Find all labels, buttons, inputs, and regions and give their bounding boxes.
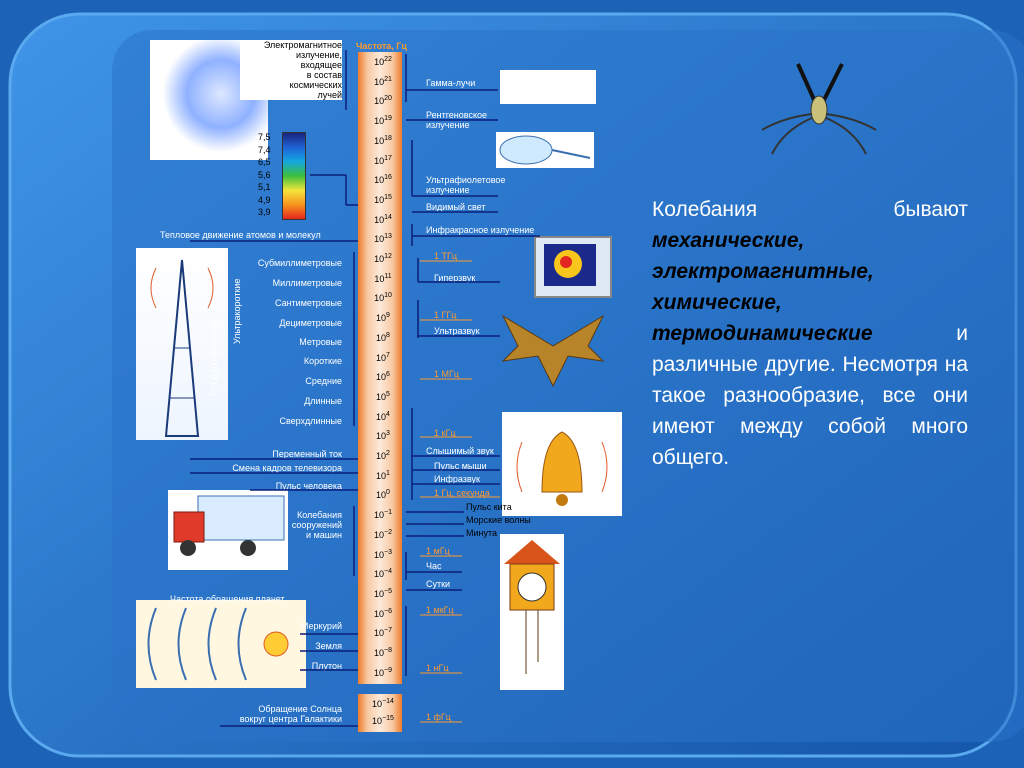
visible-label: Видимый свет <box>426 202 486 212</box>
long-label: Длинные <box>304 396 342 406</box>
cosmic-label-line: излучение, <box>295 50 342 60</box>
scale-tick: $10^4$ <box>376 410 390 422</box>
scale-tick: $10^{19}$ <box>374 115 392 127</box>
scale-tick: $10^5$ <box>376 390 390 402</box>
text-thermodynamic: термодинамические <box>652 322 873 345</box>
short-label: Короткие <box>303 356 342 366</box>
m-label: Метровые <box>299 337 342 347</box>
ultrashort-label: Ультракороткие <box>232 278 242 344</box>
dm-label: Дециметровые <box>279 318 342 328</box>
hypersound-label: Гиперзвук <box>434 273 476 283</box>
machines-label-line: и машин <box>306 530 342 540</box>
spectrum-value: 4,9 <box>258 194 271 205</box>
scale-tick: $10^{-2}$ <box>374 528 392 540</box>
scale-tick: $10^{-7}$ <box>374 627 392 639</box>
infrasound-label: Инфразвук <box>434 474 480 484</box>
ir-label: Инфракрасное излучение <box>426 225 535 235</box>
scale-tick: $10^{-5}$ <box>374 587 392 599</box>
radio-waves-label: Радиоволны <box>209 318 220 396</box>
machines-label <box>280 510 342 540</box>
scale-tick: $10^1$ <box>376 469 390 481</box>
minute-label: Минута <box>466 528 498 538</box>
scale-tick: $10^{-9}$ <box>374 666 392 678</box>
gamma-image <box>500 70 596 104</box>
thermal-label: Тепловое движение атомов и молекул <box>160 230 321 240</box>
day-label: Сутки <box>426 579 451 589</box>
sun-galaxy-label-line: Обращение Солнца <box>258 704 342 714</box>
mercury-label: Меркурий <box>300 621 342 631</box>
bell-icon <box>502 412 622 516</box>
scale-tick: $10^{14}$ <box>374 213 392 225</box>
spectrum-value: 7,4 <box>258 144 271 155</box>
cosmic-label-line: лучей <box>317 90 342 100</box>
scale-tick: $10^2$ <box>376 450 390 461</box>
nhz-label: 1 нГц <box>426 663 449 673</box>
text-rest: и различные другие. Несмотря на такое разнообразие, все они имеют между собой много общего. <box>652 322 968 469</box>
pluto-label: Плутон <box>311 661 342 671</box>
ghz-label: 1 ГГц <box>434 310 457 320</box>
uv-label <box>426 175 505 195</box>
uhz-label: 1 мкГц <box>426 605 454 615</box>
scale-tick: $10^{-14}$ <box>372 698 394 709</box>
ac-label: Переменный ток <box>272 449 342 459</box>
scale-tick: $10^7$ <box>376 351 390 363</box>
visible-spectrum-bar <box>282 132 306 220</box>
machines-label-line: сооружений <box>291 520 342 530</box>
cosmic-label <box>240 40 342 100</box>
planets-label: Частота обращения планет <box>170 594 285 604</box>
cosmic-label-line: космических <box>289 80 342 90</box>
scale-tick: $10^0$ <box>376 489 390 501</box>
text-electromagnetic: электромагнитные, <box>652 260 874 283</box>
cm-label: Сантиметровые <box>274 298 342 308</box>
spectrum-value: 7,5 <box>258 132 271 142</box>
khz-label: 1 кГц <box>434 428 456 438</box>
medium-label: Средние <box>305 376 342 386</box>
spectrum-value: 3,9 <box>258 207 271 217</box>
cosmic-label-line: Электромагнитное <box>263 40 342 50</box>
pulse-whale-label: Пульс кита <box>466 502 512 512</box>
scale-tick: $10^{-8}$ <box>374 647 392 658</box>
scale-tick: $10^{18}$ <box>374 134 392 146</box>
spectrum-value: 5,1 <box>258 182 271 192</box>
fhz-label: 1 фГц <box>426 712 451 722</box>
uv-label-line: Ультрафиолетовое <box>426 175 506 185</box>
scale-tick: $10^9$ <box>376 312 390 324</box>
text-intro: Колебания бывают <box>652 198 968 221</box>
description-text <box>652 194 968 473</box>
scale-tick: $10^{12}$ <box>374 253 392 264</box>
hour-label: Час <box>426 561 442 571</box>
pulse-mouse-label: Пульс мыши <box>434 461 487 471</box>
submm-label: Субмиллиметровые <box>257 258 342 268</box>
mm-label: Миллиметровые <box>272 278 342 288</box>
scale-tick: $10^{-1}$ <box>374 509 392 521</box>
machines-label-line: Колебания <box>296 510 342 520</box>
sun-galaxy-label-line: вокруг центра Галактики <box>239 714 342 724</box>
spectrum-value: 5,6 <box>258 169 271 180</box>
cuckoo-clock-icon <box>500 534 564 690</box>
xray-label-line: излучение <box>426 120 470 130</box>
spectrum-value: 6,5 <box>258 157 271 167</box>
scale-tick: $10^{10}$ <box>374 292 392 304</box>
gamma-label: Гамма-лучи <box>426 78 476 88</box>
thz-label: 1 ТГц <box>434 251 458 261</box>
thermal-head-icon <box>534 236 608 294</box>
mhz-label: 1 МГц <box>434 369 460 379</box>
scale-tick: $10^{22}$ <box>374 56 392 67</box>
hz-second-label: 1 Гц, секунда <box>434 488 490 498</box>
tv-frames-label: Смена кадров телевизора <box>232 463 342 473</box>
scale-tick: $10^{20}$ <box>374 95 392 107</box>
scale-tick: $10^{-3}$ <box>374 548 392 560</box>
uv-label-line: излучение <box>426 185 470 195</box>
axis-title: Частота, Гц <box>356 41 407 51</box>
scale-tick: $10^3$ <box>376 430 390 442</box>
mosquito-icon <box>752 58 888 158</box>
sea-waves-label: Морские волны <box>466 515 531 525</box>
scale-tick: $10^{15}$ <box>374 193 392 205</box>
xray-label <box>426 110 487 130</box>
scale-tick: $10^{17}$ <box>374 154 392 166</box>
scale-tick: $10^{-15}$ <box>372 715 394 726</box>
pulse-human-label: Пульс человека <box>275 481 342 491</box>
bat-icon <box>498 306 608 396</box>
scale-tick: $10^{11}$ <box>374 272 392 284</box>
cosmic-label-line: в состав <box>306 70 342 80</box>
scale-tick: $10^{-4}$ <box>374 568 392 580</box>
sun-galaxy-label <box>200 704 342 724</box>
scale-tick: $10^6$ <box>376 371 390 383</box>
audible-label: Слышимый звук <box>426 446 494 456</box>
scale-tick: $10^8$ <box>376 331 390 343</box>
scale-tick: $10^{13}$ <box>374 233 392 245</box>
xray-tube-icon <box>496 132 594 168</box>
cosmic-label-line: входящее <box>300 60 342 70</box>
superlong-label: Сверхдлинные <box>279 416 342 426</box>
scale-tick: $10^{21}$ <box>374 75 392 87</box>
text-mechanical: механические, <box>652 229 805 252</box>
scale-tick: $10^{16}$ <box>374 174 392 186</box>
scale-tick: $10^{-6}$ <box>374 607 392 619</box>
truck-icon <box>168 490 288 570</box>
mhz-small-label: 1 мГц <box>426 546 450 556</box>
ultrasound-label: Ультразвук <box>434 326 480 336</box>
earth-label: Земля <box>315 641 342 651</box>
xray-label-line: Рентгеновское <box>426 110 488 120</box>
text-chemical: химические, <box>652 291 782 314</box>
